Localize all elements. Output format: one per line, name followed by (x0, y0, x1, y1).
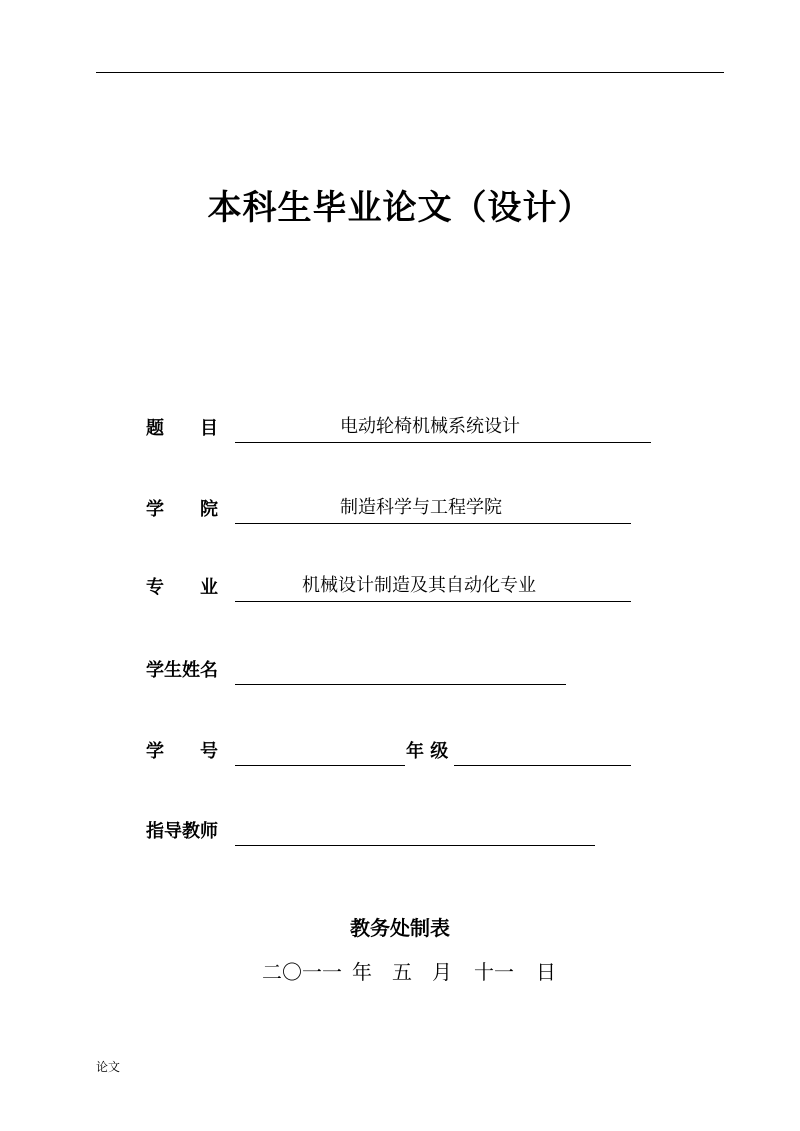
field-advisor (0, 817, 800, 847)
field-college-label: 学 院 (146, 499, 218, 520)
field-topic (0, 414, 800, 444)
field-grade-label: 年 级 (406, 741, 449, 762)
field-student-id-label: 学 号 (146, 741, 218, 762)
field-college (0, 495, 800, 525)
field-student-id (0, 737, 800, 767)
date-year: 二〇一一 (262, 960, 342, 984)
field-major-label: 专 业 (146, 577, 218, 598)
date-day-unit: 日 (536, 960, 556, 984)
field-college-value: 制造科学与工程学院 (340, 497, 502, 518)
field-student-id-line[interactable] (235, 737, 405, 766)
date-day: 十一 (474, 960, 514, 984)
field-student-name (0, 656, 800, 686)
field-advisor-label: 指导教师 (146, 821, 218, 842)
date-month: 五 (392, 960, 412, 984)
field-grade-line[interactable] (454, 737, 631, 766)
field-topic-label: 题 目 (146, 418, 218, 439)
date-year-unit: 年 (352, 960, 372, 984)
field-student-name-line[interactable] (235, 656, 566, 685)
page-footer: 论文 (96, 1060, 121, 1074)
field-major (0, 573, 800, 603)
date-month-unit: 月 (432, 960, 452, 984)
header-rule (96, 72, 724, 73)
field-topic-value: 电动轮椅机械系统设计 (340, 416, 520, 437)
issue-date (262, 956, 556, 984)
field-major-value: 机械设计制造及其自动化专业 (302, 575, 536, 596)
field-student-name-label: 学生姓名 (146, 660, 218, 681)
field-advisor-line[interactable] (235, 817, 595, 846)
document-title: 本科生毕业论文（设计） (207, 188, 593, 228)
issuer-text: 教务处制表 (350, 916, 450, 940)
